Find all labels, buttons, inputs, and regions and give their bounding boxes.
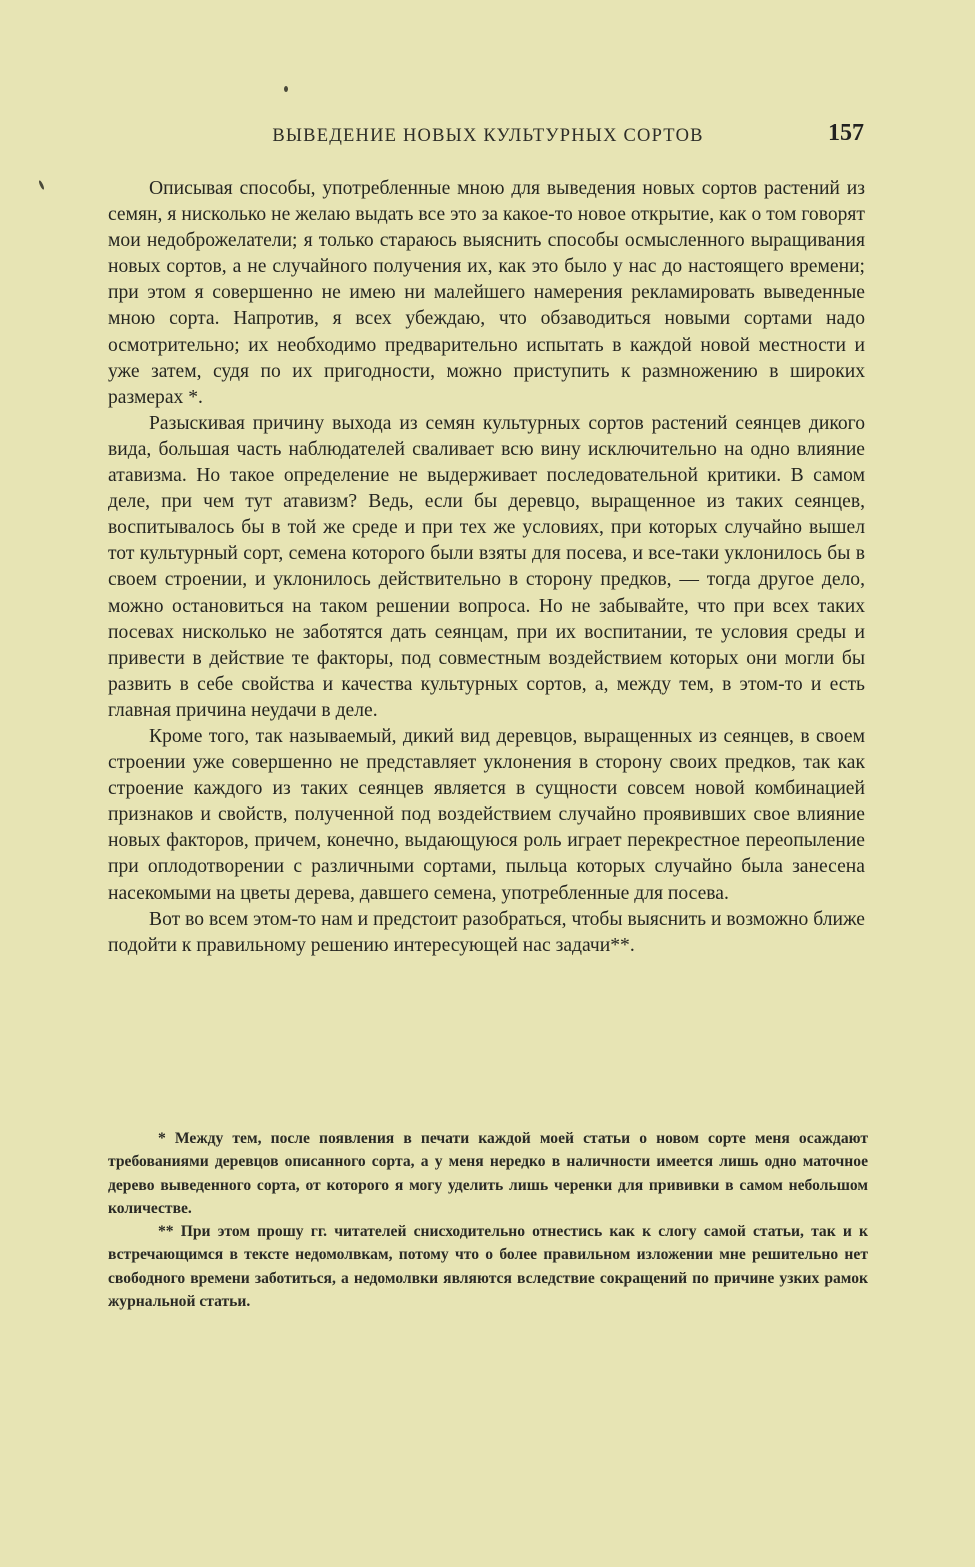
print-speck (284, 86, 288, 92)
print-speck (38, 180, 45, 190)
paragraph: Вот во всем этом-то нам и предстоит разобраться, чтобы выяснить и возможно ближе подойти к правильному решению интересующей нас задачи**. (108, 908, 865, 956)
paragraph: Описывая способы, употребленные мною для выведения новых сортов растений из семян, я нисколько не желаю выдать все это за какое-то новое открытие, как о том говорят мои недоброжелатели; я только стараюсь выяснить способы осмысленного выращивания новых сортов, а не случайного получения их, как это было у нас до настоящего времени; при этом я совершенно не имею ни малейшего намерения рекламировать выведенные мною сорта. Напротив, я всех убеждаю, что обзаводиться новыми сортами надо осмотрительно; их необходимо предварительно испытать в каждой новой местности и уже затем, судя по их пригодности, можно приступить к размножению в широких размерах *. (108, 178, 865, 408)
footnotes (108, 1127, 868, 1313)
main-text (108, 176, 865, 959)
page-number: 157 (828, 120, 864, 146)
footnote: * Между тем, после появления в печати каждой моей статьи о новом сорте меня осаждают требованиями деревцов описанного сорта, а у меня нередко в наличности имеется лишь одно маточное дерево выведенного сорта, от которого я могу уделить лишь черенки для прививки в самом небольшом количестве. (108, 1130, 868, 1217)
running-title: ВЫВЕДЕНИЕ НОВЫХ КУЛЬТУРНЫХ СОРТОВ (272, 126, 704, 146)
footnote: ** При этом прошу гг. читателей снисходительно отнестись как к слогу самой статьи, так и к встречающимся в тексте недомолвкам, потому что о более правильном изложении мне решительно нет свободного времени заботиться, а недомолвки являются вследствие сокращений по причине узких рамок журнальной статьи. (108, 1223, 868, 1311)
paragraph: Кроме того, так называемый, дикий вид деревцов, выращенных из сеянцев, в своем строении уже совершенно не представляет уклонения в сторону своих предков, так как строение каждого из таких сеянцев является в сущности совсем новой комбинацией признаков и свойств, полученной под воздействием случайно проявивших свое влияние новых факторов, причем, конечно, выдающуюся роль играет перекрестное переопыление при оплодотворении с различными сортами, пыльца которых случайно была занесена насекомыми на цветы дерева, давшего семена, употребленные для посева. (108, 725, 865, 904)
running-header (108, 120, 868, 154)
paragraph: Разыскивая причину выхода из семян культурных сортов растений сеянцев дикого вида, большая часть наблюдателей сваливает всю вину исключительно на одно влияние атавизма. Но такое определение не выдерживает последовательной критики. В самом деле, при чем тут атавизм? Ведь, если бы деревцо, выращенное из таких сеянцев, воспитывалось бы в той же среде и при тех же условиях, при которых случайно вышел тот культурный сорт, семена которого были взяты для посева, и все-таки уклонилось бы в своем строении, и уклонилось действительно в сторону предков, — тогда другое дело, можно остановиться на таком решении вопроса. Но не забывайте, что при всех таких посевах нисколько не заботятся дать сеянцам, при их воспитании, те условия среды и привести в действие те факторы, под совместным воздействием которых они могли бы развить в себе свойства и качества культурных сортов, а, между тем, в этом-то и есть главная причина неудачи в деле. (108, 412, 865, 721)
